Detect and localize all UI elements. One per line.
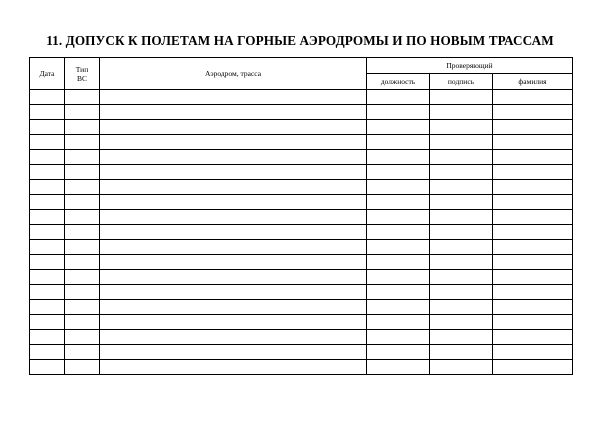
- table-body: [30, 90, 573, 375]
- surname-cell[interactable]: [493, 165, 573, 180]
- aircraft-type-cell[interactable]: [65, 240, 100, 255]
- aircraft-type-cell[interactable]: [65, 315, 100, 330]
- surname-cell[interactable]: [493, 315, 573, 330]
- table-row: [30, 360, 573, 375]
- date-cell[interactable]: [30, 330, 65, 345]
- date-cell[interactable]: [30, 135, 65, 150]
- date-cell[interactable]: [30, 150, 65, 165]
- position-cell[interactable]: [367, 120, 430, 135]
- surname-cell[interactable]: [493, 105, 573, 120]
- signature-cell[interactable]: [430, 195, 493, 210]
- aerodrome-route-cell[interactable]: [100, 360, 367, 375]
- aircraft-type-cell[interactable]: [65, 345, 100, 360]
- date-cell[interactable]: [30, 195, 65, 210]
- aircraft-type-cell[interactable]: [65, 165, 100, 180]
- flight-clearance-table: [29, 57, 573, 375]
- aircraft-type-cell[interactable]: [65, 270, 100, 285]
- surname-cell[interactable]: [493, 180, 573, 195]
- date-cell[interactable]: [30, 315, 65, 330]
- table-row: [30, 315, 573, 330]
- aerodrome-route-cell[interactable]: [100, 210, 367, 225]
- signature-cell[interactable]: [430, 285, 493, 300]
- signature-cell[interactable]: [430, 270, 493, 285]
- aircraft-type-label-line1: Тип: [75, 64, 89, 74]
- aerodrome-route-cell[interactable]: [100, 330, 367, 345]
- date-cell[interactable]: [30, 180, 65, 195]
- signature-cell[interactable]: [430, 225, 493, 240]
- aerodrome-route-cell[interactable]: [100, 225, 367, 240]
- position-cell[interactable]: [367, 90, 430, 105]
- date-cell[interactable]: [30, 210, 65, 225]
- table-row: [30, 270, 573, 285]
- table-row: [30, 255, 573, 270]
- aircraft-type-cell[interactable]: [65, 255, 100, 270]
- position-cell[interactable]: [367, 225, 430, 240]
- surname-cell[interactable]: [493, 210, 573, 225]
- position-cell[interactable]: [367, 270, 430, 285]
- signature-cell[interactable]: [430, 345, 493, 360]
- signature-cell[interactable]: [430, 255, 493, 270]
- signature-cell[interactable]: [430, 150, 493, 165]
- aircraft-type-cell[interactable]: [65, 90, 100, 105]
- signature-cell[interactable]: [430, 120, 493, 135]
- table-row: [30, 150, 573, 165]
- table-row: [30, 210, 573, 225]
- column-header-aircraft-type: [65, 58, 100, 90]
- aerodrome-route-cell[interactable]: [100, 90, 367, 105]
- column-header-aerodrome-route: Аэродром, трасса: [100, 58, 367, 90]
- position-cell[interactable]: [367, 180, 430, 195]
- position-cell[interactable]: [367, 195, 430, 210]
- table-row: [30, 345, 573, 360]
- table-row: [30, 225, 573, 240]
- surname-cell[interactable]: [493, 270, 573, 285]
- aerodrome-route-cell[interactable]: [100, 120, 367, 135]
- signature-cell[interactable]: [430, 135, 493, 150]
- aircraft-type-cell[interactable]: [65, 210, 100, 225]
- table-row: [30, 120, 573, 135]
- position-cell[interactable]: [367, 360, 430, 375]
- table-row: [30, 285, 573, 300]
- date-cell[interactable]: [30, 300, 65, 315]
- position-cell[interactable]: [367, 165, 430, 180]
- aircraft-type-cell[interactable]: [65, 105, 100, 120]
- date-cell[interactable]: [30, 225, 65, 240]
- table-row: [30, 240, 573, 255]
- surname-cell[interactable]: [493, 285, 573, 300]
- surname-cell[interactable]: [493, 300, 573, 315]
- aircraft-type-cell[interactable]: [65, 150, 100, 165]
- aircraft-type-cell[interactable]: [65, 120, 100, 135]
- signature-cell[interactable]: [430, 180, 493, 195]
- aerodrome-route-cell[interactable]: [100, 270, 367, 285]
- position-cell[interactable]: [367, 345, 430, 360]
- aircraft-type-label-line2: ВС: [76, 73, 87, 83]
- signature-cell[interactable]: [430, 360, 493, 375]
- signature-cell[interactable]: [430, 315, 493, 330]
- aircraft-type-cell[interactable]: [65, 360, 100, 375]
- page-title: 11. ДОПУСК К ПОЛЕТАМ НА ГОРНЫЕ АЭРОДРОМЫ И ПО НОВЫМ ТРАССАМ: [46, 33, 554, 48]
- table-row: [30, 180, 573, 195]
- aerodrome-route-cell[interactable]: [100, 285, 367, 300]
- aircraft-type-cell[interactable]: [65, 300, 100, 315]
- aerodrome-route-cell[interactable]: [100, 150, 367, 165]
- signature-cell[interactable]: [430, 105, 493, 120]
- surname-cell[interactable]: [493, 135, 573, 150]
- position-cell[interactable]: [367, 135, 430, 150]
- surname-cell[interactable]: [493, 195, 573, 210]
- date-cell[interactable]: [30, 165, 65, 180]
- column-header-date: Дата: [30, 58, 65, 90]
- column-header-surname: фамилия: [493, 74, 573, 90]
- date-cell[interactable]: [30, 360, 65, 375]
- table-row: [30, 165, 573, 180]
- surname-cell[interactable]: [493, 240, 573, 255]
- date-cell[interactable]: [30, 255, 65, 270]
- position-cell[interactable]: [367, 300, 430, 315]
- position-cell[interactable]: [367, 315, 430, 330]
- position-cell[interactable]: [367, 285, 430, 300]
- table-row: [30, 105, 573, 120]
- surname-cell[interactable]: [493, 360, 573, 375]
- table-row: [30, 90, 573, 105]
- date-cell[interactable]: [30, 105, 65, 120]
- column-header-inspector: Проверяющий: [367, 58, 573, 74]
- signature-cell[interactable]: [430, 300, 493, 315]
- date-cell[interactable]: [30, 120, 65, 135]
- position-cell[interactable]: [367, 105, 430, 120]
- aircraft-type-cell[interactable]: [65, 195, 100, 210]
- aerodrome-route-cell[interactable]: [100, 195, 367, 210]
- surname-cell[interactable]: [493, 150, 573, 165]
- surname-cell[interactable]: [493, 345, 573, 360]
- date-cell[interactable]: [30, 90, 65, 105]
- aerodrome-route-cell[interactable]: [100, 345, 367, 360]
- surname-cell[interactable]: [493, 330, 573, 345]
- signature-cell[interactable]: [430, 90, 493, 105]
- date-cell[interactable]: [30, 345, 65, 360]
- date-cell[interactable]: [30, 240, 65, 255]
- table-row: [30, 135, 573, 150]
- aerodrome-route-cell[interactable]: [100, 165, 367, 180]
- position-cell[interactable]: [367, 150, 430, 165]
- position-cell[interactable]: [367, 255, 430, 270]
- aircraft-type-cell[interactable]: [65, 330, 100, 345]
- table-row: [30, 195, 573, 210]
- signature-cell[interactable]: [430, 330, 493, 345]
- aircraft-type-cell[interactable]: [65, 285, 100, 300]
- aerodrome-route-cell[interactable]: [100, 240, 367, 255]
- aerodrome-route-cell[interactable]: [100, 180, 367, 195]
- aerodrome-route-cell[interactable]: [100, 135, 367, 150]
- column-header-position: должность: [367, 74, 430, 90]
- aircraft-type-cell[interactable]: [65, 135, 100, 150]
- table-row: [30, 300, 573, 315]
- aerodrome-route-cell[interactable]: [100, 300, 367, 315]
- surname-cell[interactable]: [493, 225, 573, 240]
- surname-cell[interactable]: [493, 120, 573, 135]
- date-cell[interactable]: [30, 270, 65, 285]
- position-cell[interactable]: [367, 240, 430, 255]
- position-cell[interactable]: [367, 210, 430, 225]
- signature-cell[interactable]: [430, 240, 493, 255]
- aircraft-type-cell[interactable]: [65, 180, 100, 195]
- table-row: [30, 330, 573, 345]
- surname-cell[interactable]: [493, 255, 573, 270]
- aerodrome-route-cell[interactable]: [100, 105, 367, 120]
- aerodrome-route-cell[interactable]: [100, 255, 367, 270]
- signature-cell[interactable]: [430, 165, 493, 180]
- position-cell[interactable]: [367, 330, 430, 345]
- aircraft-type-cell[interactable]: [65, 225, 100, 240]
- signature-cell[interactable]: [430, 210, 493, 225]
- date-cell[interactable]: [30, 285, 65, 300]
- surname-cell[interactable]: [493, 90, 573, 105]
- column-header-signature: подпись: [430, 74, 493, 90]
- aerodrome-route-cell[interactable]: [100, 315, 367, 330]
